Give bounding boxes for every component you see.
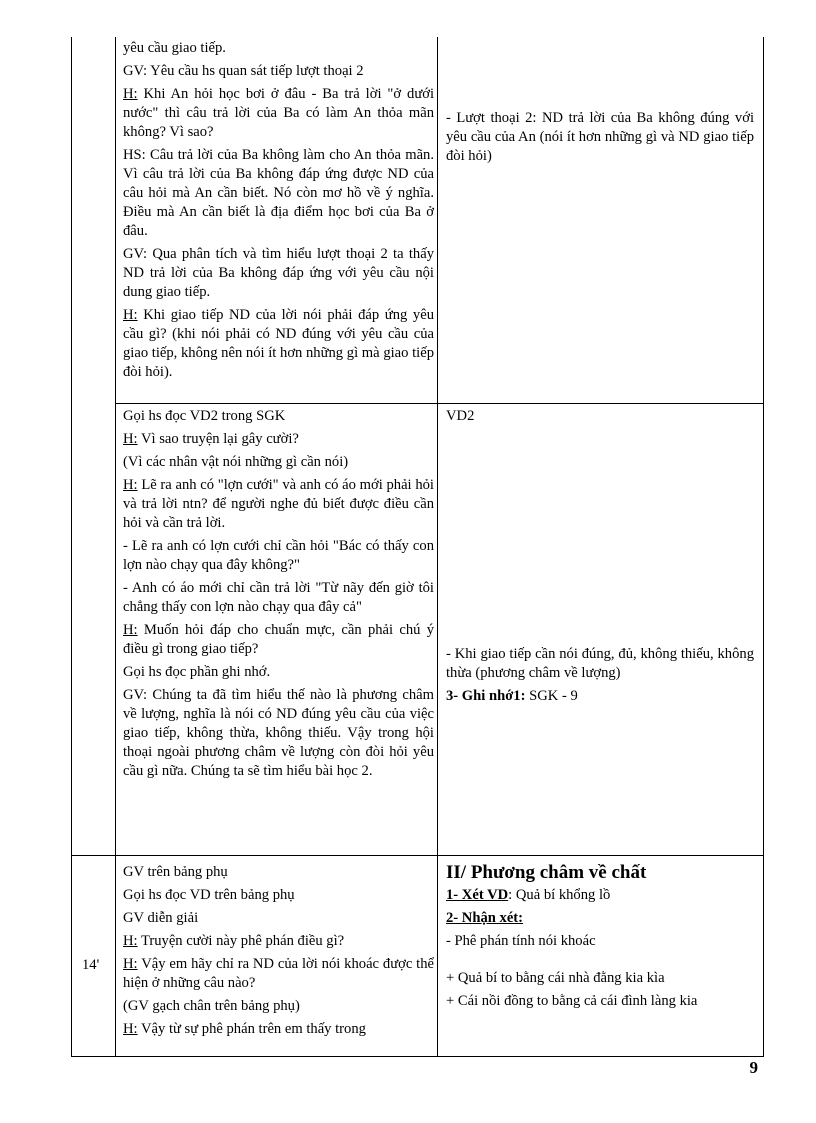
row-divider-2 — [72, 855, 763, 856]
row3-line: (GV gạch chân trên bảng phụ) — [123, 998, 300, 1014]
row2-right-note: - Khi giao tiếp cần nói đúng, đủ, không thiếu, không thừa (phương châm về lượng) — [446, 646, 754, 681]
row1-right-cell — [446, 109, 754, 170]
row2-line: - Anh có áo mới chỉ cần trả lời "Từ nãy đến giờ tôi chẳng thấy con lợn nào chạy qua đây cả" — [123, 580, 434, 615]
row3-question: H: Vậy em hãy chỉ ra ND của lời nói khoác được thể hiện ở những câu nào? — [123, 956, 434, 991]
row-divider-1 — [115, 403, 763, 404]
row3-question: H: Truyện cười này phê phán điều gì? — [123, 933, 345, 949]
row2-right-vd — [446, 407, 754, 430]
row1-question: H: Khi giao tiếp ND của lời nói phải đáp ứng yêu cầu gì? (khi nói phải có ND đúng với yêu cầu của giao tiếp, không nên nói ít hơn những gì mà giao tiếp đòi hỏi). — [123, 307, 434, 380]
row2-line: (Vì các nhân vật nói những gì cần nói) — [123, 454, 349, 470]
row2-line: Gọi hs đọc VD2 trong SGK — [123, 408, 286, 424]
row1-question: H: Khi An hỏi học bơi ở đâu - Ba trả lời "ở dưới nước" thì câu trả lời của Ba có làm An thỏa mãn không? Vì sao? — [123, 86, 434, 140]
section-heading: II/ Phương châm về chất — [446, 862, 647, 883]
row3-question: H: Vậy từ sự phê phán trên em thấy trong — [123, 1021, 366, 1037]
row2-line: GV: Chúng ta đã tìm hiểu thế nào là phương châm về lượng, nghĩa là nói có ND đúng yêu cầu của việc giao tiếp, không thừa, không thiếu. Vậy trong hội thoại ngoài phương châm về lượng còn đòi hỏi yêu cầu gì nữa. Chúng ta sẽ tìm hiểu bài học 2. — [123, 687, 434, 779]
row1-line: GV: Yêu cầu hs quan sát tiếp lượt thoại 2 — [123, 63, 364, 79]
row1-right-note: - Lượt thoại 2: ND trả lời của Ba không đúng với yêu cầu của An (nói ít hơn những gì và ND giao tiếp đòi hỏi) — [446, 110, 754, 164]
column-divider-1 — [115, 37, 116, 1056]
row3-line: Gọi hs đọc VD trên bảng phụ — [123, 887, 295, 903]
row3-right-line: + Quả bí to bằng cái nhà đằng kia kìa — [446, 970, 665, 986]
row3-line: GV diễn giải — [123, 910, 199, 926]
row2-question: H: Vì sao truyện lại gây cười? — [123, 431, 299, 447]
page-number: 9 — [749, 1058, 758, 1077]
xet-vd-line: 1- Xét VD: Quả bí khổng lồ — [446, 887, 611, 903]
row3-line: GV trên bảng phụ — [123, 864, 228, 880]
row2-question: H: Lẽ ra anh có "lợn cưới" và anh có áo mới phải hỏi và trả lời ntn? để người nghe đủ biết được điều cần hỏi và cần trả lời. — [123, 477, 434, 531]
row2-line: Gọi hs đọc phần ghi nhớ. — [123, 664, 271, 680]
row3-right-cell — [446, 863, 758, 1015]
row1-left-cell — [123, 39, 434, 386]
nhan-xet-label: 2- Nhận xét: — [446, 910, 524, 926]
lesson-table — [71, 37, 764, 1057]
row3-right-line: - Phê phán tính nói khoác — [446, 933, 596, 949]
row2-question: H: Muốn hỏi đáp cho chuẩn mực, cần phải chú ý điều gì trong giao tiếp? — [123, 622, 434, 657]
row2-left-cell — [123, 407, 434, 785]
column-divider-2 — [437, 37, 438, 1056]
ghinho-line: 3- Ghi nhớ1: SGK - 9 — [446, 688, 578, 704]
row2-right-notes — [446, 645, 754, 710]
row1-line: HS: Câu trả lời của Ba không làm cho An thỏa mãn. Vì câu trả lời của Ba không đáp ứng được ND của câu hỏi mà An cần biết. Nó còn mơ hồ về ý nghĩa. Điều mà An cần biết là địa điểm học bơi của Ba ở đâu. — [123, 147, 434, 239]
spacer — [446, 955, 758, 965]
row1-line: GV: Qua phân tích và tìm hiểu lượt thoại 2 ta thấy ND trả lời của Ba không đáp ứng với yêu cầu nội dung giao tiếp. — [123, 246, 434, 300]
row3-left-cell — [123, 863, 434, 1043]
row2-line: - Lẽ ra anh có lợn cưới chỉ cần hỏi "Bác có thấy con lợn nào chạy qua đây không?" — [123, 538, 434, 573]
time-cell: 14' — [82, 957, 100, 973]
example-label: VD2 — [446, 408, 475, 424]
row1-line: yêu cầu giao tiếp. — [123, 40, 226, 56]
row3-right-line: + Cái nồi đồng to bằng cả cái đình làng kia — [446, 993, 698, 1009]
